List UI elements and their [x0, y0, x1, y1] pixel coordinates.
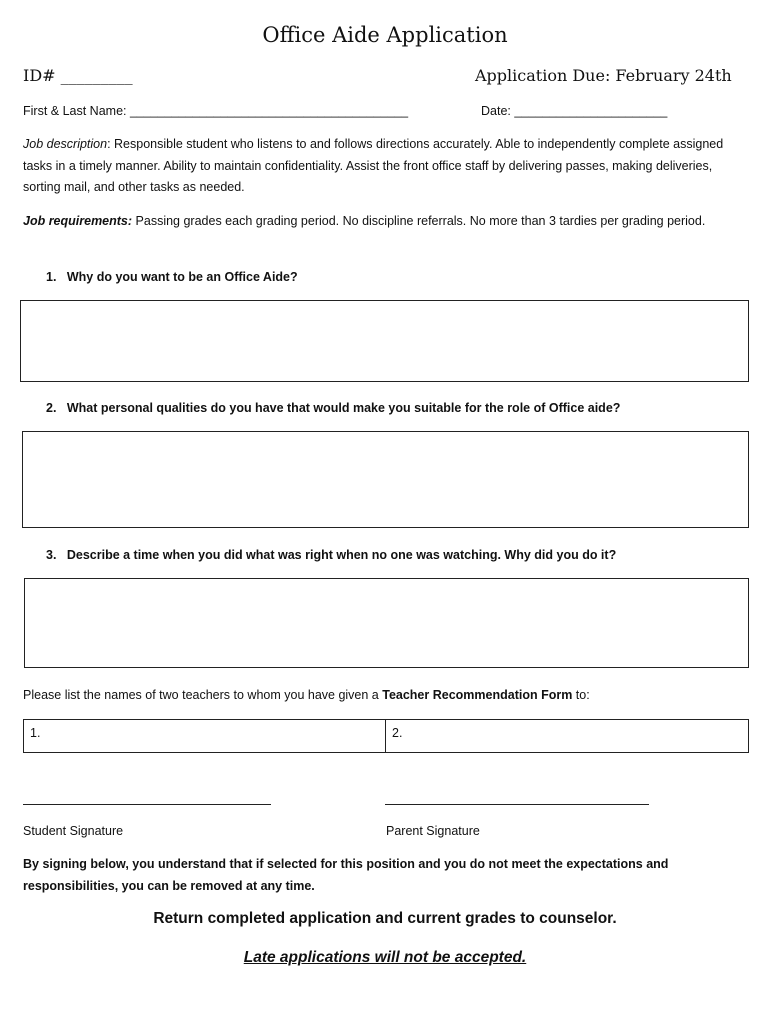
due-date: Application Due: February 24th: [475, 66, 732, 85]
parent-signature-label: Parent Signature: [386, 824, 480, 838]
job-requirements-label: Job requirements:: [23, 214, 133, 228]
answer-box-1[interactable]: [20, 300, 749, 382]
teacher-name-field-2[interactable]: 2.: [392, 726, 403, 740]
job-requirements: [23, 211, 751, 233]
student-signature-line[interactable]: [23, 804, 271, 805]
question-1: 1. Why do you want to be an Office Aide?: [46, 270, 298, 284]
teacher-recommendation-prompt: [23, 685, 590, 707]
student-signature-label: Student Signature: [23, 824, 124, 838]
date-field-label: Date: ______________________: [481, 104, 668, 118]
parent-signature-line[interactable]: [385, 804, 649, 805]
teacher-names-table: [23, 719, 749, 753]
agreement-statement: By signing below, you understand that if selected for this position and you do not meet the expectations and responsibilities, you can be removed at any time.: [23, 857, 669, 893]
form-title: Office Aide Application: [262, 23, 508, 47]
job-description: [23, 134, 751, 199]
job-description-label: Job description: [23, 137, 108, 151]
return-instructions: Return completed application and current grades to counselor.: [153, 910, 617, 927]
teacher-prompt-pre: Please list the names of two teachers to whom you have given a: [23, 688, 383, 702]
question-3: 3. Describe a time when you did what was right when no one was watching. Why did you do it?: [46, 548, 617, 562]
question-2: 2. What personal qualities do you have that would make you suitable for the role of Office aide?: [46, 401, 621, 415]
answer-box-2[interactable]: [22, 431, 749, 528]
id-field-label: ID# _________: [23, 66, 133, 85]
answer-box-3[interactable]: [24, 578, 749, 668]
teacher-prompt-post: to:: [572, 688, 590, 702]
job-description-text: : Responsible student who listens to and follows directions accurately. Able to independently complete assigned tasks in a timely manner. Ability to maintain confidentiality. Assist the front office staff by delivering passes, making deliveries, sorting mail, and other tasks as needed.: [23, 137, 724, 194]
late-policy: Late applications will not be accepted.: [243, 949, 527, 966]
job-requirements-text: Passing grades each grading period. No discipline referrals. No more than 3 tardies per grading period.: [132, 214, 706, 228]
teacher-name-field-1[interactable]: 1.: [24, 720, 386, 752]
teacher-prompt-bold: Teacher Recommendation Form: [382, 688, 573, 702]
name-field-label: First & Last Name: ________________________________________: [23, 104, 409, 118]
